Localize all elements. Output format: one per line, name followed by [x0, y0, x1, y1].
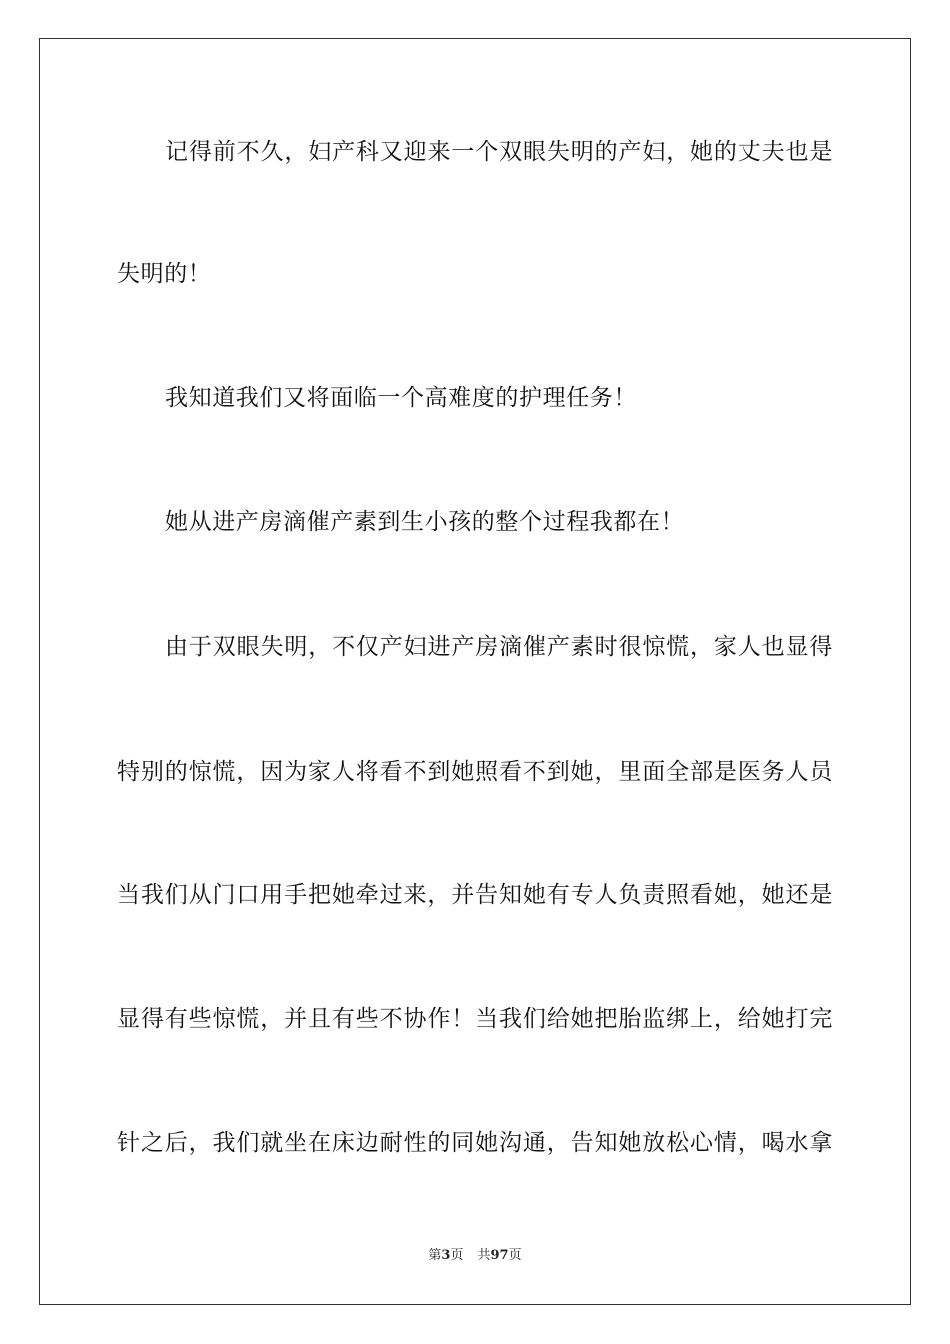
current-page-number: 3 [441, 1248, 451, 1263]
paragraph-4-line-1: 由于双眼失明，不仅产妇进产房滴催产素时很惊慌，家人也显得 [165, 634, 833, 660]
page-border [39, 38, 911, 1305]
paragraph-2: 我知道我们又将面临一个高难度的护理任务！ [165, 385, 637, 411]
page-label-prefix: 第 [428, 1248, 442, 1263]
paragraph-4-line-5: 针之后，我们就坐在床边耐性的同她沟通，告知她放松心情，喝水拿 [117, 1130, 833, 1156]
paragraph-4-line-4: 显得有些惊慌，并且有些不协作！当我们给她把胎监绑上，给她打完 [117, 1006, 833, 1032]
paragraph-1-line-1: 记得前不久，妇产科又迎来一个双眼失明的产妇，她的丈夫也是 [165, 139, 833, 165]
paragraph-4-line-2: 特别的惊慌，因为家人将看不到她照看不到她，里面全部是医务人员 [117, 759, 833, 785]
total-label-prefix: 共 [477, 1248, 491, 1263]
paragraph-3: 她从进产房滴催产素到生小孩的整个过程我都在！ [165, 509, 685, 535]
total-pages-number: 97 [490, 1248, 509, 1263]
paragraph-4-line-3: 当我们从门口用手把她牵过来，并告知她有专人负责照看她，她还是 [117, 882, 833, 908]
paragraph-1-line-2: 失明的！ [117, 261, 212, 287]
total-label-suffix: 页 [508, 1248, 522, 1263]
page-label-suffix: 页 [450, 1248, 464, 1263]
page-footer [0, 1247, 950, 1265]
